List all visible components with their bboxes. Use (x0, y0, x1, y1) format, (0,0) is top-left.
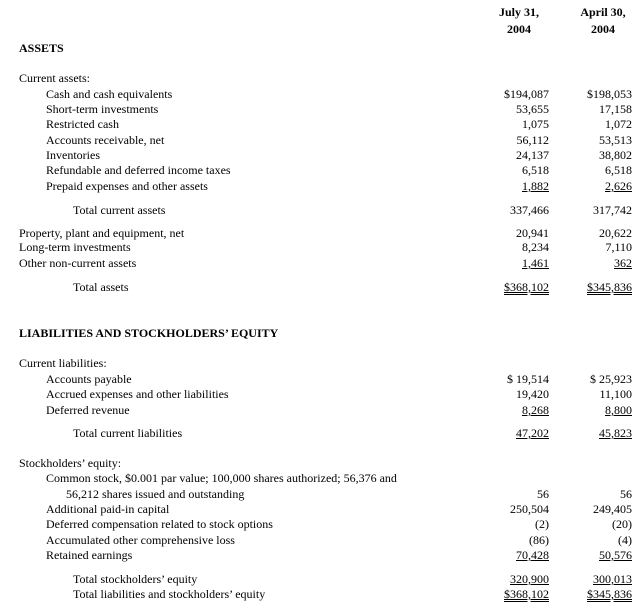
row-label: Restricted cash (46, 117, 119, 131)
row-value-july: (2) (535, 517, 549, 531)
row-label: Accounts payable (46, 372, 132, 386)
liabilities-heading: LIABILITIES AND STOCKHOLDERS’ EQUITY (19, 326, 279, 340)
stockholders-equity-label: Stockholders’ equity: (19, 456, 122, 470)
row-value-july: 250,504 (510, 502, 549, 516)
total-current-assets-label: Total current assets (73, 203, 166, 217)
row-value-april: 249,405 (593, 502, 632, 516)
row-label: Cash and cash equivalents (46, 87, 173, 101)
total-current-assets-april: 317,742 (593, 203, 632, 217)
row-value-july: 1,075 (522, 117, 549, 131)
row-label: Deferred revenue (46, 403, 130, 417)
total-current-liabilities-april-value: 45,823 (599, 426, 632, 440)
row-label: Accumulated other comprehensive loss (46, 533, 235, 547)
column-header-line1: July 31, (498, 5, 539, 19)
row-label: Prepaid expenses and other assets (46, 179, 208, 193)
total-assets-april: $345,836 (587, 280, 632, 294)
common-stock-label-line2: 56,212 shares issued and outstanding (66, 487, 245, 501)
total-current-assets-july: 337,466 (510, 203, 549, 217)
row-value-july: (86) (529, 533, 549, 547)
row-value-july: 19,420 (516, 387, 549, 401)
column-header-line1: April 30, (580, 5, 626, 19)
row-value-april: 362 (614, 256, 632, 270)
row-value-july: 20,941 (516, 226, 549, 240)
row-value-july: 6,518 (522, 163, 549, 177)
total-liabilities-equity-label: Total liabilities and stockholders’ equity (73, 587, 266, 601)
row-value-april: 1,072 (605, 117, 632, 131)
row-label: Refundable and deferred income taxes (46, 163, 231, 177)
common-stock-july: 56 (537, 487, 549, 501)
current-liabilities-label: Current liabilities: (19, 356, 107, 370)
row-value-april: $198,053 (587, 87, 632, 101)
total-current-liabilities-april (599, 426, 632, 440)
row-value-july: 56,112 (516, 133, 549, 147)
column-header-july (489, 4, 549, 38)
row-value-july: 1,882 (522, 179, 549, 193)
row-value-april: 20,622 (599, 226, 632, 240)
row-value-april: 8,800 (605, 403, 632, 417)
row-value-april: 53,513 (599, 133, 632, 147)
row-label: Other non-current assets (19, 256, 137, 270)
assets-heading: ASSETS (19, 41, 64, 55)
total-current-liabilities-label: Total current liabilities (73, 426, 183, 440)
row-value-april: 7,110 (605, 240, 632, 254)
row-label: Additional paid-in capital (46, 502, 170, 516)
total-liabilities-equity-july: $368,102 (504, 587, 549, 601)
row-value-april: 50,576 (599, 548, 632, 562)
row-label: Inventories (46, 148, 100, 162)
row-value-july: 1,461 (522, 256, 549, 270)
row-label: Accounts receivable, net (46, 133, 165, 147)
row-value-april: (20) (612, 517, 632, 531)
total-stockholders-equity-label: Total stockholders’ equity (73, 572, 198, 586)
total-stockholders-equity-july: 320,900 (510, 572, 549, 586)
row-value-april: (4) (618, 533, 632, 547)
total-current-liabilities-july (516, 426, 549, 440)
row-label: Property, plant and equipment, net (19, 226, 185, 240)
row-value-april: $ 25,923 (590, 372, 632, 386)
row-value-april: 17,158 (599, 102, 632, 116)
total-assets-july: $368,102 (504, 280, 549, 294)
row-value-july: 53,655 (516, 102, 549, 116)
row-value-april: 38,802 (599, 148, 632, 162)
row-label: Retained earnings (46, 548, 133, 562)
row-label: Short-term investments (46, 102, 159, 116)
total-liabilities-equity-april: $345,836 (587, 587, 632, 601)
total-stockholders-equity-april: 300,013 (593, 572, 632, 586)
row-label: Accrued expenses and other liabilities (46, 387, 229, 401)
common-stock-label-line1: Common stock, $0.001 par value; 100,000 shares authorized; 56,376 and (46, 471, 397, 485)
row-value-july: 8,234 (522, 240, 549, 254)
row-value-april: 6,518 (605, 163, 632, 177)
column-header-line2: 2004 (507, 22, 531, 36)
row-value-april: 2,626 (605, 179, 632, 193)
column-header-april (572, 4, 634, 38)
current-assets-label: Current assets: (19, 71, 90, 85)
column-header-line2: 2004 (591, 22, 615, 36)
common-stock-april: 56 (620, 487, 632, 501)
total-current-liabilities-july-value: 47,202 (516, 426, 549, 440)
row-value-july: $ 19,514 (507, 372, 549, 386)
row-label: Long-term investments (19, 240, 131, 254)
total-assets-label: Total assets (73, 280, 129, 294)
row-value-july: $194,087 (504, 87, 549, 101)
row-value-april: 11,100 (599, 387, 632, 401)
row-value-july: 70,428 (516, 548, 549, 562)
row-value-july: 24,137 (516, 148, 549, 162)
row-value-july: 8,268 (522, 403, 549, 417)
row-label: Deferred compensation related to stock options (46, 517, 273, 531)
